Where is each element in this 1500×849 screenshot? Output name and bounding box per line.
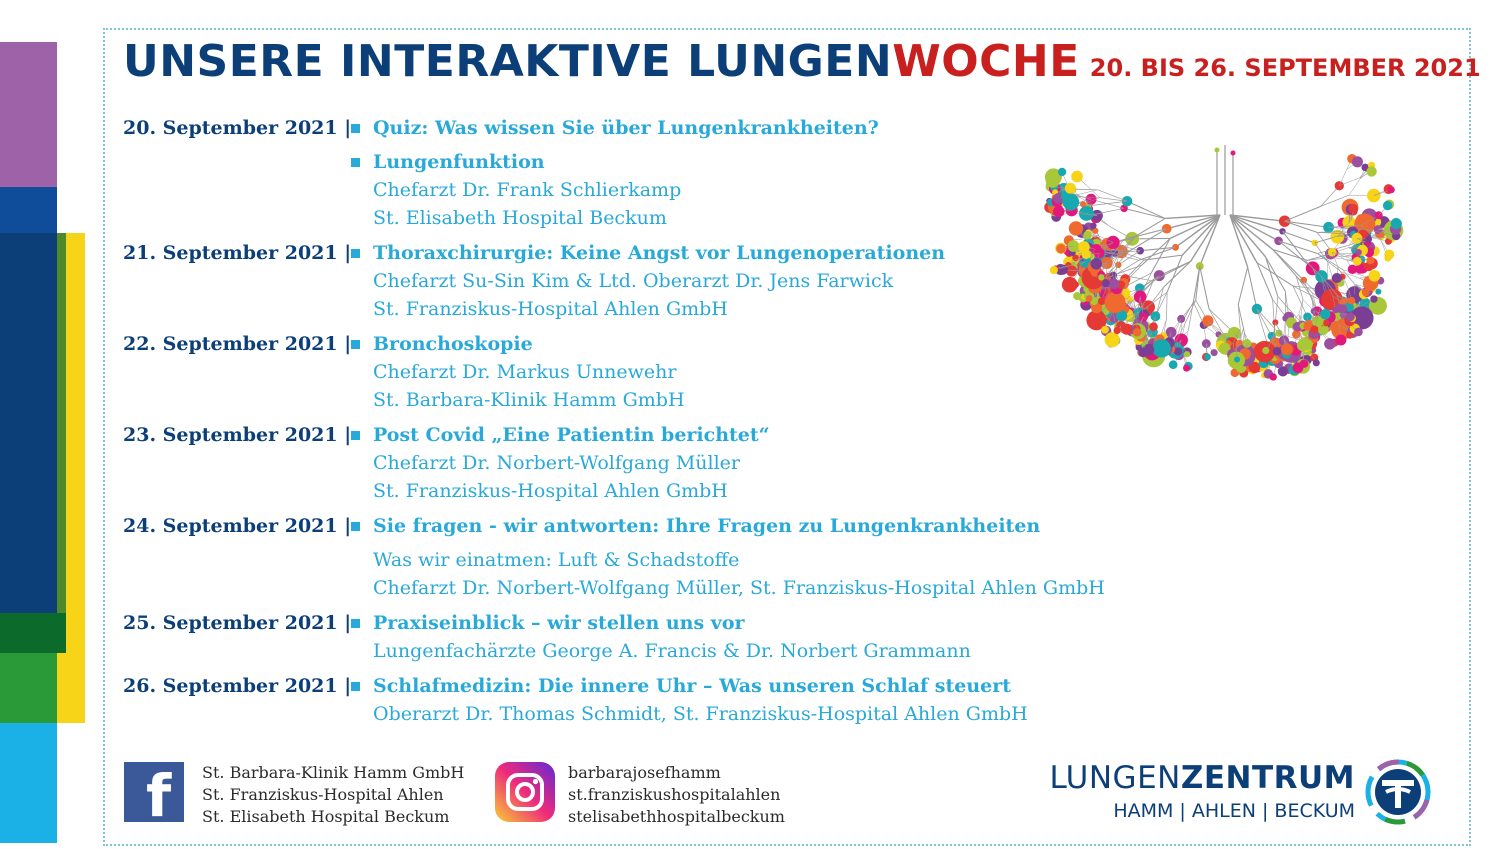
bullet-icon — [351, 619, 360, 628]
day-date: 25. September 2021 | — [123, 612, 352, 634]
facebook-accounts — [202, 762, 464, 828]
item-detail: St. Barbara-Klinik Hamm GmbH — [373, 389, 685, 411]
logo-bold: ZENTRUM — [1180, 760, 1355, 796]
day-date: 26. September 2021 | — [123, 675, 352, 697]
day-date: 24. September 2021 | — [123, 515, 352, 537]
color-bar-green — [0, 653, 57, 723]
item-detail: Chefarzt Dr. Frank Schlierkamp — [373, 179, 682, 201]
bullet-icon — [351, 431, 360, 440]
bullet-icon — [351, 522, 360, 531]
item-detail: St. Franziskus-Hospital Ahlen GmbH — [373, 480, 728, 502]
item-detail: Oberarzt Dr. Thomas Schmidt, St. Franziskus-Hospital Ahlen GmbH — [373, 703, 1028, 725]
day-date: 20. September 2021 | — [123, 117, 352, 139]
facebook-line: St. Barbara-Klinik Hamm GmbH — [202, 763, 465, 782]
title-part-2: WOCHE — [892, 36, 1080, 87]
page-title — [123, 36, 1481, 92]
item-detail: Lungenfachärzte George A. Francis & Dr. Norbert Grammann — [373, 640, 971, 662]
bullet-icon — [351, 124, 360, 133]
item-detail: Was wir einatmen: Luft & Schadstoffe — [373, 549, 740, 571]
item-title: Quiz: Was wissen Sie über Lungenkrankheiten? — [373, 117, 879, 139]
item-title: Thoraxchirurgie: Keine Angst vor Lungenoperationen — [373, 242, 946, 264]
instagram-line: st.franziskushospitalahlen — [568, 785, 781, 804]
color-bar-darkgreen — [0, 613, 66, 653]
color-bar-blue — [0, 187, 57, 235]
logo-mark-icon — [1364, 758, 1432, 826]
schedule-item — [351, 114, 1203, 142]
lungenzentrum-logo — [1010, 758, 1355, 824]
bullet-icon — [351, 682, 360, 691]
item-title: Lungenfunktion — [373, 151, 545, 173]
lungs-illustration — [1025, 145, 1435, 545]
item-detail: St. Franziskus-Hospital Ahlen GmbH — [373, 298, 728, 320]
instagram-line: stelisabethhospitalbeckum — [568, 807, 785, 826]
color-bar-purple — [0, 42, 57, 187]
title-part-1: UNSERE INTERAKTIVE LUNGEN — [123, 36, 893, 87]
logo-subtitle: HAMM | AHLEN | BECKUM — [1113, 800, 1355, 822]
item-title: Sie fragen - wir antworten: Ihre Fragen zu Lungenkrankheiten — [373, 515, 1041, 537]
bullet-icon — [351, 249, 360, 258]
facebook-line: St. Franziskus-Hospital Ahlen — [202, 785, 444, 804]
item-detail: Chefarzt Su-Sin Kim & Ltd. Oberarzt Dr. Jens Farwick — [373, 270, 894, 292]
title-dates: 20. BIS 26. SEPTEMBER 2021 — [1089, 54, 1481, 82]
item-detail: Chefarzt Dr. Norbert-Wolfgang Müller, St. Franziskus-Hospital Ahlen GmbH — [373, 577, 1105, 599]
schedule-item — [351, 546, 1203, 602]
schedule-item — [351, 609, 1203, 665]
bullet-icon — [351, 158, 360, 167]
color-bar-cyan — [0, 723, 57, 843]
item-title: Praxiseinblick – wir stellen uns vor — [373, 612, 745, 634]
day-date: 23. September 2021 | — [123, 424, 352, 446]
logo-light: LUNGEN — [1049, 760, 1181, 796]
day-date: 21. September 2021 | — [123, 242, 352, 264]
facebook-line: St. Elisabeth Hospital Beckum — [202, 807, 450, 826]
item-title: Post Covid „Eine Patientin berichtet“ — [373, 424, 770, 446]
instagram-line: barbarajosefhamm — [568, 763, 721, 782]
bullet-icon — [351, 340, 360, 349]
facebook-icon[interactable]: f — [124, 762, 184, 822]
item-detail: Chefarzt Dr. Markus Unnewehr — [373, 361, 677, 383]
day-date: 22. September 2021 | — [123, 333, 352, 355]
item-title: Bronchoskopie — [373, 333, 533, 355]
item-title: Schlafmedizin: Die innere Uhr – Was unseren Schlaf steuert — [373, 675, 1012, 697]
instagram-icon[interactable] — [495, 762, 555, 822]
color-bar-olive — [57, 233, 66, 653]
item-detail: Chefarzt Dr. Norbert-Wolfgang Müller — [373, 452, 740, 474]
instagram-accounts — [568, 762, 785, 828]
item-detail: St. Elisabeth Hospital Beckum — [373, 207, 667, 229]
schedule-day — [123, 609, 1203, 665]
schedule-item — [351, 672, 1203, 728]
schedule-day — [123, 672, 1203, 728]
